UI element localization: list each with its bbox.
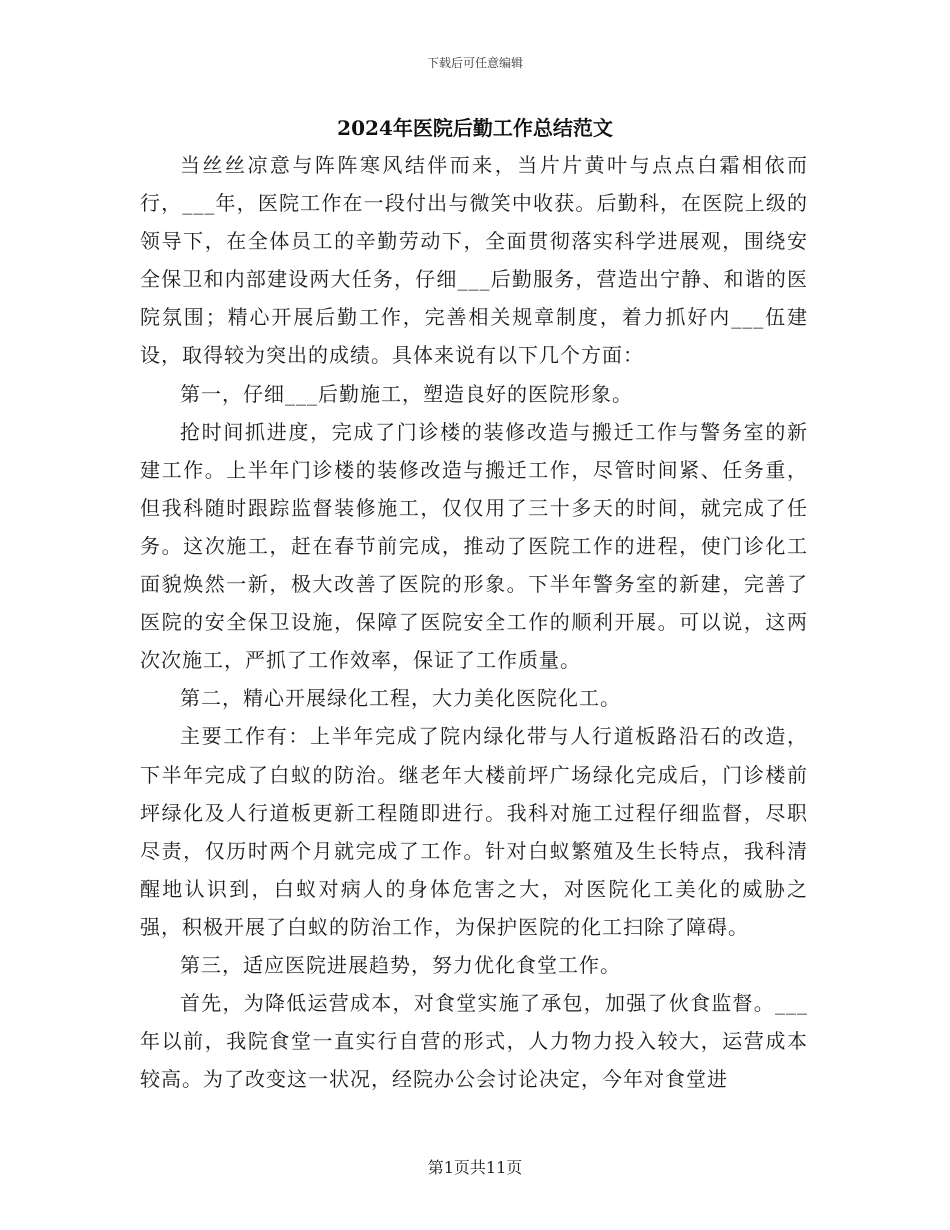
paragraph-section-2-body: 主要工作有：上半年完成了院内绿化带与人行道板路沿石的改造，下半年完成了白蚁的防治。继老年大楼前坪广场绿化完成后，门诊楼前坪绿化及人行道板更新工程随即进行。我科对施工过程仔细监督，尽职尽责，仅历时两个月就完成了工作。针对白蚁繁殖及生长特点，我科清醒地认识到，白蚁对病人的身体危害之大，对医院化工美化的威胁之强，积极开展了白蚁的防治工作，为保护医院的化工扫除了障碍。 xyxy=(140,724,808,939)
paragraph-section-3-body: 首先，为降低运营成本，对食堂实施了承包，加强了伙食监督。___年以前，我院食堂一直实行自营的形式，人力物力投入较大，运营成本较高。为了改变这一状况，经院办公会讨论决定，今年对食堂进 xyxy=(140,991,808,1092)
paragraph-section-1-heading: 第一，仔细___后勤施工，塑造良好的医院形象。 xyxy=(180,381,633,406)
document-body xyxy=(140,146,808,1098)
paragraph-section-1-body: 抢时间抓进度，完成了门诊楼的装修改造与搬迁工作与警务室的新建工作。上半年门诊楼的装修改造与搬迁工作，尽管时间紧、任务重，但我科随时跟踪监督装修施工，仅仅用了三十多天的时间，就完成了任务。这次施工，赶在春节前完成，推动了医院工作的进程，使门诊化工面貌焕然一新，极大改善了医院的形象。下半年警务室的新建，完善了医院的安全保卫设施，保障了医院安全工作的顺利开展。可以说，这两次次施工，严抓了工作效率，保证了工作质量。 xyxy=(140,419,808,673)
paragraph-section-2-heading: 第二，精心开展绿化工程，大力美化医院化工。 xyxy=(180,686,621,711)
page-number: 第1页共11页 xyxy=(427,1158,523,1177)
document-title: 2024年医院后勤工作总结范文 xyxy=(337,116,613,140)
paragraph-intro: 当丝丝凉意与阵阵寒风结伴而来，当片片黄叶与点点白霜相依而行，___年，医院工作在一段付出与微笑中收获。后勤科，在医院上级的领导下，在全体员工的辛勤劳动下，全面贯彻落实科学进展观，围绕安全保卫和内部建设两大任务，仔细___后勤服务，营造出宁静、和谐的医院氛围；精心开展后勤工作，完善相关规章制度，着力抓好内___伍建设，取得较为突出的成绩。具体来说有以下几个方面： xyxy=(140,153,808,368)
paragraph-section-3-heading: 第三，适应医院进展趋势，努力优化食堂工作。 xyxy=(180,952,621,977)
page-header-note: 下载后可任意编辑 xyxy=(426,56,523,70)
